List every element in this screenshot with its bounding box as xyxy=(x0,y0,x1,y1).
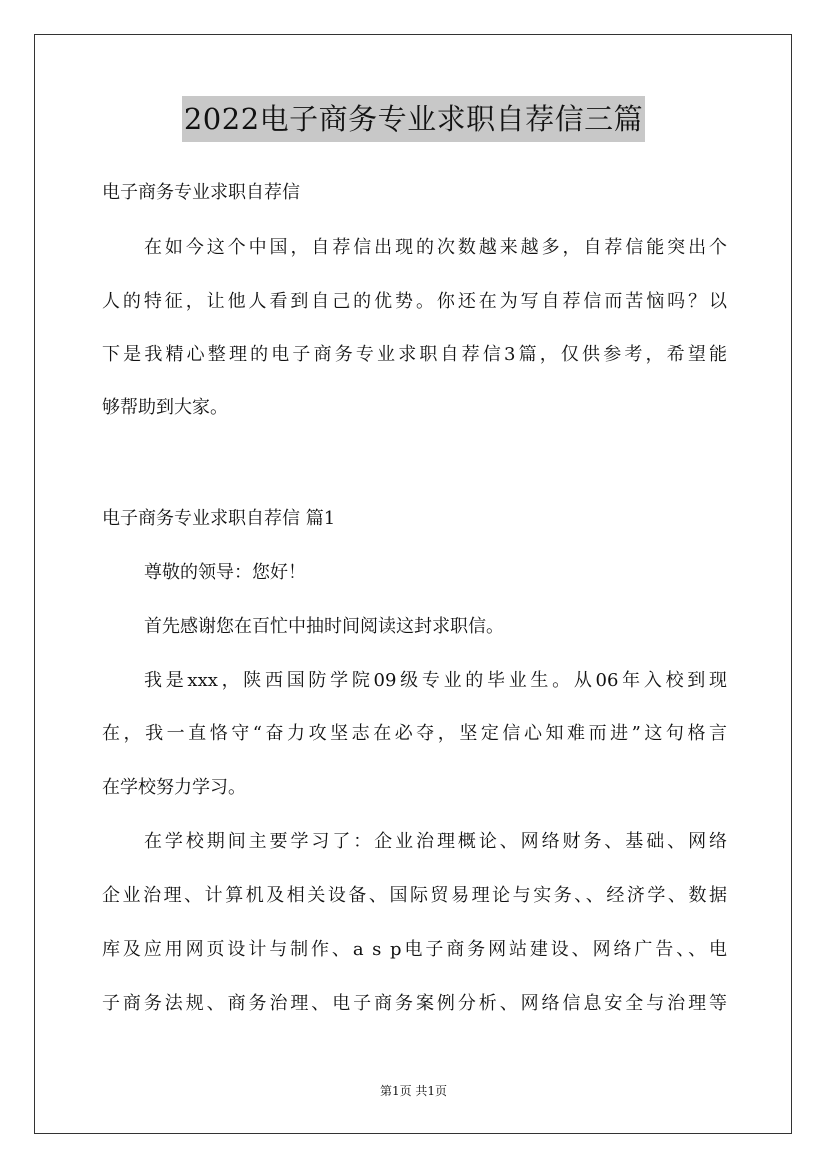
intro-line-4: 够帮助到大家。 xyxy=(102,397,228,418)
document-title: 2022电子商务专业求职自荐信三篇 xyxy=(182,96,645,142)
paragraph-3-line-3: 库及应用网页设计与制作、a s p电子商务网站建设、网络广告、、电 xyxy=(102,939,727,960)
paragraph-3-line-1: 在学校期间主要学习了：企业治理概论、网络财务、基础、网络 xyxy=(144,831,727,852)
paragraph-1: 首先感谢您在百忙中抽时间阅读这封求职信。 xyxy=(144,616,504,637)
intro-line-3: 下是我精心整理的电子商务专业求职自荐信3篇，仅供参考，希望能 xyxy=(102,344,727,365)
section-heading: 电子商务专业求职自荐信 篇1 xyxy=(102,508,336,529)
greeting: 尊敬的领导：您好！ xyxy=(144,562,306,583)
paragraph-2-line-3: 在学校努力学习。 xyxy=(102,777,246,798)
paragraph-2-line-1: 我是xxx，陕西国防学院09级专业的毕业生。从06年入校到现 xyxy=(144,670,727,691)
page-number-footer: 第1页 共1页 xyxy=(379,1084,448,1098)
intro-heading: 电子商务专业求职自荐信 xyxy=(102,182,300,203)
paragraph-3-line-4: 子商务法规、商务治理、电子商务案例分析、网络信息安全与治理等 xyxy=(102,993,727,1014)
intro-line-2: 人的特征，让他人看到自己的优势。你还在为写自荐信而苦恼吗？以 xyxy=(102,291,727,312)
paragraph-3-line-2: 企业治理、计算机及相关设备、国际贸易理论与实务、、经济学、数据 xyxy=(102,885,727,906)
title-container xyxy=(0,96,827,142)
paragraph-2-line-2: 在，我一直恪守“奋力攻坚志在必夺，坚定信心知难而进”这句格言 xyxy=(102,723,727,744)
intro-line-1: 在如今这个中国，自荐信出现的次数越来越多，自荐信能突出个 xyxy=(144,237,727,258)
